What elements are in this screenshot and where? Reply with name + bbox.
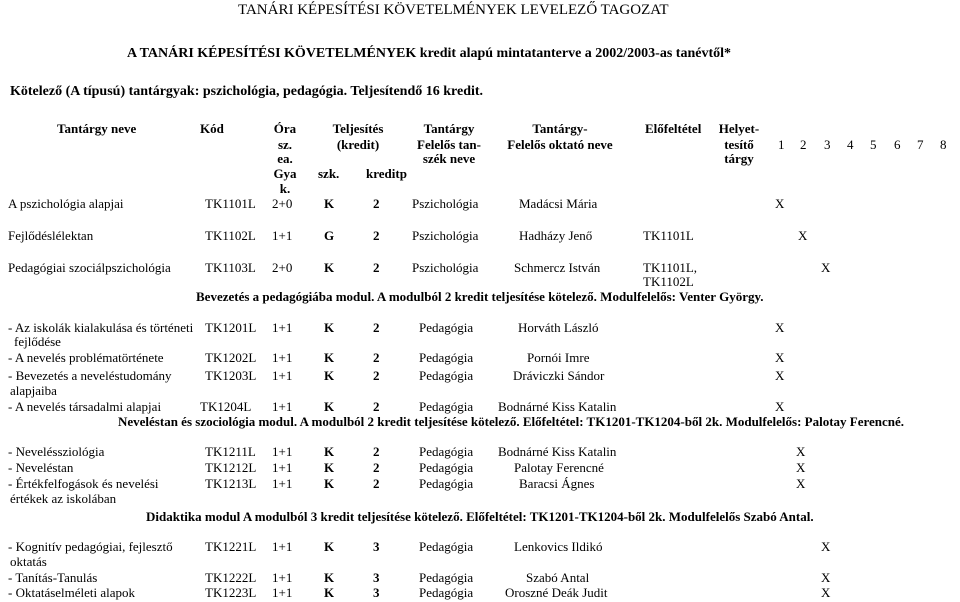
row-hours: 1+1 (272, 350, 293, 365)
semester-3-header: 3 (824, 137, 831, 152)
row-name: Fejlődéslélektan (8, 228, 94, 243)
row-dept: Pedagógia (419, 570, 474, 585)
row-type: K (324, 399, 335, 414)
row-name-2: fejlődése (14, 334, 61, 349)
row-semester-mark: X (821, 585, 831, 600)
row-teacher: Szabó Antal (526, 570, 590, 585)
row-type: K (324, 196, 335, 211)
row-type: K (324, 460, 335, 475)
row-credit: 3 (373, 585, 380, 600)
row-dept: Pedagógia (419, 460, 474, 475)
row-type: K (324, 539, 335, 554)
row-teacher: Hadházy Jenő (519, 228, 593, 243)
row-dept: Pedagógia (419, 399, 474, 414)
row-semester-mark: X (775, 368, 785, 383)
row-teacher: Lenkovics Ildikó (514, 539, 603, 554)
module-note: Bevezetés a pedagógiába modul. A modulból 2 kredit teljesítése kötelező. Modulfelelős: Venter György. (196, 289, 764, 304)
requirement-note: Kötelező (A típusú) tantárgyak: pszichológia, pedagógia. Teljesítendő 16 kredit. (10, 84, 484, 99)
row-hours: 1+1 (272, 570, 293, 585)
row-semester-mark: X (775, 320, 785, 335)
row-dept: Pszichológia (412, 260, 479, 275)
row-type: K (324, 350, 335, 365)
row-dept: Pedagógia (419, 444, 474, 459)
col-prereq-header: Előfeltétel (645, 121, 702, 136)
row-hours: 1+1 (272, 228, 293, 243)
col-hours-header-3: ea. (277, 151, 293, 166)
row-name: - Neveléssziológia (8, 444, 105, 459)
row-prereq: TK1101L, (643, 260, 698, 275)
module-note: Didaktika modul A modulból 3 kredit teljesítése kötelező. Előfeltétel: TK1201-TK1204-ből 2k. Modulfelelős Szabó Antal. (146, 509, 814, 524)
col-teacher-header-2: Felelős oktató neve (507, 137, 613, 152)
row-code: TK1102L (205, 228, 256, 243)
semester-5-header: 5 (870, 137, 877, 152)
row-hours: 1+1 (272, 399, 293, 414)
row-credit: 3 (373, 539, 380, 554)
row-hours: 1+1 (272, 585, 293, 600)
row-name: - Oktatáselméleti alapok (8, 585, 136, 600)
row-credit: 2 (373, 476, 380, 491)
row-credit: 2 (373, 196, 380, 211)
row-code: TK1204L (200, 399, 252, 414)
row-semester-mark: X (775, 196, 785, 211)
row-name: - Kognitív pedagógiai, fejlesztő (8, 539, 173, 554)
row-teacher: Palotay Ferencné (514, 460, 604, 475)
row-type: G (324, 228, 335, 243)
row-dept: Pedagógia (419, 476, 474, 491)
row-semester-mark: X (821, 539, 831, 554)
row-semester-mark: X (796, 444, 806, 459)
row-semester-mark: X (796, 460, 806, 475)
row-semester-mark: X (798, 228, 808, 243)
row-semester-mark: X (821, 260, 831, 275)
row-name-2: alapjaiba (10, 383, 57, 398)
semester-7-header: 7 (917, 137, 924, 152)
row-hours: 2+0 (272, 260, 293, 275)
row-hours: 1+1 (272, 368, 293, 383)
row-name-2: oktatás (10, 554, 47, 569)
row-credit: 2 (373, 320, 380, 335)
row-hours: 2+0 (272, 196, 293, 211)
row-dept: Pszichológia (412, 228, 479, 243)
col-teacher-header-1: Tantárgy- (532, 121, 588, 136)
row-dept: Pszichológia (412, 196, 479, 211)
row-name: - Bevezetés a neveléstudomány (8, 368, 172, 383)
row-hours: 1+1 (272, 320, 293, 335)
row-credit: 2 (373, 399, 380, 414)
row-dept: Pedagógia (419, 368, 474, 383)
semester-2-header: 2 (800, 137, 807, 152)
row-dept: Pedagógia (419, 320, 474, 335)
col-dept-header-2: Felelős tan- (417, 137, 481, 152)
row-name: - A nevelés problématörténete (8, 350, 164, 365)
col-hours-header-2: sz. (277, 137, 293, 152)
row-dept: Pedagógia (419, 539, 474, 554)
col-subst-header-1: Helyet- (718, 121, 760, 136)
row-prereq: TK1101L (643, 228, 694, 243)
semester-8-header: 8 (940, 137, 947, 152)
row-type: K (324, 320, 335, 335)
row-hours: 1+1 (272, 444, 293, 459)
row-code: TK1101L (205, 196, 256, 211)
col-fulfil-header-1: Teljesítés (332, 121, 384, 136)
row-name-2: értékek az iskolában (10, 491, 117, 506)
col-subst-header-3: tárgy (724, 151, 754, 166)
row-semester-mark: X (775, 399, 785, 414)
module-note: Neveléstan és szociológia modul. A modulból 2 kredit teljesítése kötelező. Előfeltétel: TK1201-TK1204-ből 2k. Modulfelelős: Palotay Ferencné. (118, 414, 905, 429)
col-name-header: Tantárgy neve (57, 121, 137, 136)
row-teacher: Horváth László (518, 320, 599, 335)
row-name: - Tanítás-Tanulás (8, 570, 98, 585)
row-type: K (324, 476, 335, 491)
row-name: - Értékfelfogások és nevelési (8, 476, 159, 491)
row-type: K (324, 260, 335, 275)
col-hours-header-4: Gya (273, 166, 297, 181)
row-dept: Pedagógia (419, 585, 474, 600)
row-name: - A nevelés társadalmi alapjai (8, 399, 162, 414)
col-hours-header-1: Óra (273, 121, 297, 136)
col-subst-header-2: tesítő (724, 137, 754, 152)
col-credit-header: kreditp (366, 166, 407, 181)
col-dept-header-3: szék neve (422, 151, 476, 166)
row-code: TK1211L (205, 444, 256, 459)
col-code-header: Kód (200, 121, 224, 136)
row-type: K (324, 570, 335, 585)
col-type-header: szk. (318, 166, 340, 181)
row-prereq-2: TK1102L (643, 274, 694, 289)
row-credit: 2 (373, 368, 380, 383)
row-code: TK1201L (205, 320, 257, 335)
page-subtitle: A TANÁRI KÉPESÍTÉSI KÖVETELMÉNYEK kredit alapú mintatanterve a 2002/2003-as tanévtől* (127, 46, 732, 61)
row-code: TK1103L (205, 260, 256, 275)
col-fulfil-header-2: (kredit) (336, 137, 380, 152)
row-name: - Az iskolák kialakulása és történeti (8, 320, 194, 335)
row-credit: 2 (373, 460, 380, 475)
row-dept: Pedagógia (419, 350, 474, 365)
row-type: K (324, 444, 335, 459)
row-teacher: Dráviczki Sándor (513, 368, 605, 383)
row-credit: 2 (373, 228, 380, 243)
row-teacher: Madácsi Mária (519, 196, 598, 211)
row-code: TK1203L (205, 368, 257, 383)
row-hours: 1+1 (272, 539, 293, 554)
row-credit: 3 (373, 570, 380, 585)
row-name: A pszichológia alapjai (8, 196, 124, 211)
row-code: TK1222L (205, 570, 257, 585)
row-semester-mark: X (796, 476, 806, 491)
row-code: TK1213L (205, 476, 257, 491)
semester-6-header: 6 (894, 137, 901, 152)
row-code: TK1223L (205, 585, 257, 600)
row-teacher: Pornói Imre (527, 350, 590, 365)
row-hours: 1+1 (272, 476, 293, 491)
row-teacher: Bodnárné Kiss Katalin (498, 399, 617, 414)
col-dept-header-1: Tantárgy (423, 121, 475, 136)
row-code: TK1202L (205, 350, 257, 365)
row-credit: 2 (373, 350, 380, 365)
row-type: K (324, 368, 335, 383)
row-credit: 2 (373, 444, 380, 459)
row-credit: 2 (373, 260, 380, 275)
row-semester-mark: X (821, 570, 831, 585)
row-type: K (324, 585, 335, 600)
row-semester-mark: X (775, 350, 785, 365)
row-name: - Neveléstan (8, 460, 74, 475)
row-teacher: Oroszné Deák Judit (505, 585, 608, 600)
row-code: TK1221L (205, 539, 257, 554)
row-code: TK1212L (205, 460, 257, 475)
row-teacher: Bodnárné Kiss Katalin (498, 444, 617, 459)
semester-1-header: 1 (778, 137, 785, 152)
page-title: TANÁRI KÉPESÍTÉSI KÖVETELMÉNYEK LEVELEZŐ TAGOZAT (238, 2, 669, 18)
row-hours: 1+1 (272, 460, 293, 475)
row-teacher: Baracsi Ágnes (519, 476, 595, 491)
col-hours-header-5: k. (279, 181, 291, 196)
row-name: Pedagógiai szociálpszichológia (8, 260, 171, 275)
semester-4-header: 4 (847, 137, 854, 152)
row-teacher: Schmercz István (514, 260, 601, 275)
